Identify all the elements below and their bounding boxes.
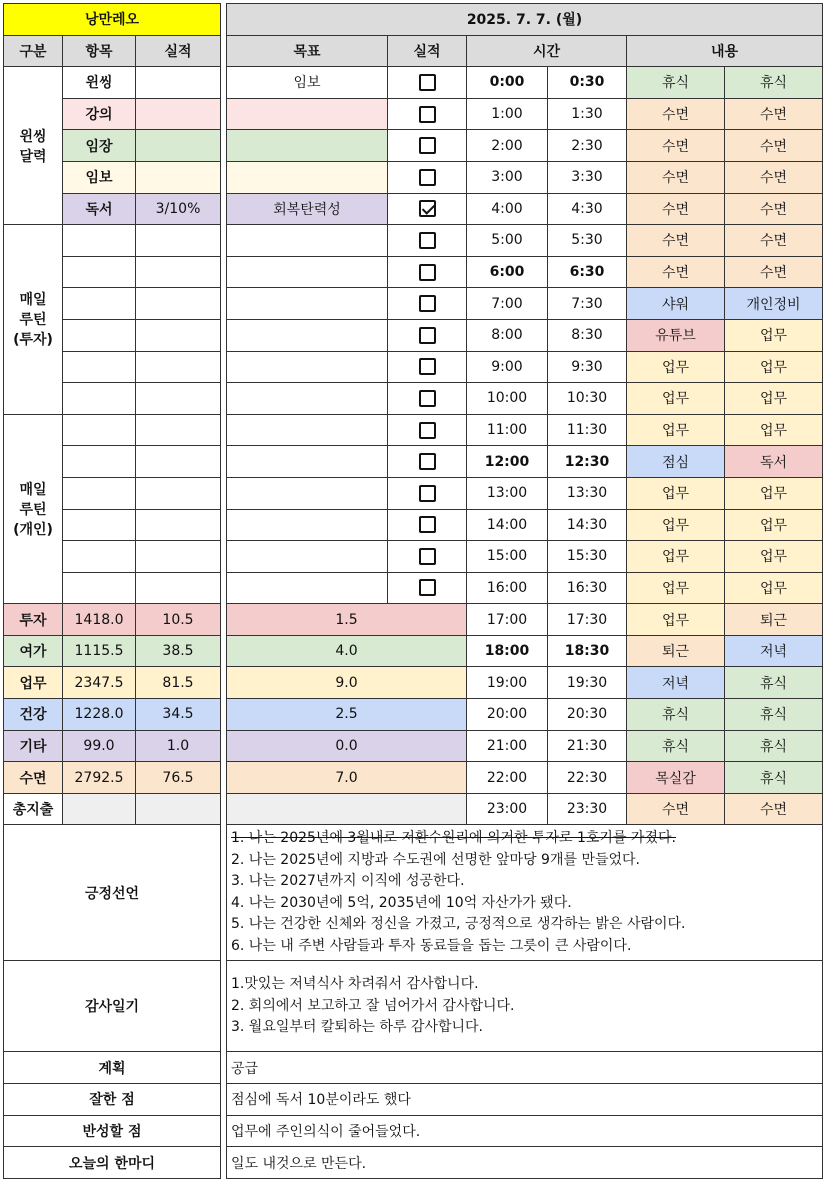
summary-label: 업무: [4, 667, 63, 699]
date-cell: 2025. 7. 7. (월): [227, 4, 823, 36]
affirmation-line: 1. 나는 2025년에 3월내로 저환수원리에 의거한 투자로 1호기를 가졌다.: [231, 830, 676, 847]
time-start: 5:00: [467, 225, 548, 257]
routine-result[interactable]: [136, 256, 221, 288]
winning-item-result[interactable]: [136, 130, 221, 162]
checkbox-icon[interactable]: [419, 74, 436, 91]
winning-item-goal[interactable]: [227, 98, 388, 130]
time-start: 17:00: [467, 604, 548, 636]
time-end: 2:30: [548, 130, 627, 162]
routine-result[interactable]: [136, 541, 221, 573]
routine-goal[interactable]: [227, 572, 388, 604]
routine-goal[interactable]: [227, 446, 388, 478]
time-start: 16:00: [467, 572, 548, 604]
summary-goal[interactable]: 9.0: [227, 667, 467, 699]
result-checkbox-cell[interactable]: [388, 319, 467, 351]
routine-result[interactable]: [136, 225, 221, 257]
reflect-value[interactable]: 업무에 주인의식이 줄어들었다.: [227, 1115, 823, 1147]
summary-goal[interactable]: 7.0: [227, 762, 467, 794]
summary-total: 1228.0: [63, 699, 136, 731]
activity-cell[interactable]: 퇴근: [627, 635, 725, 667]
activity-cell[interactable]: 휴식: [725, 667, 823, 699]
checkbox-icon[interactable]: [419, 390, 436, 407]
time-end: 4:30: [548, 193, 627, 225]
summary-result: 10.5: [136, 604, 221, 636]
routine-result[interactable]: [136, 414, 221, 446]
time-end: 5:30: [548, 225, 627, 257]
time-start: 21:00: [467, 730, 548, 762]
result-checkbox-cell[interactable]: [388, 193, 467, 225]
time-start: 1:00: [467, 98, 548, 130]
reflect-label: 반성할 점: [4, 1115, 221, 1147]
header-content: 내용: [627, 35, 823, 67]
checkbox-icon[interactable]: [419, 579, 436, 596]
summary-label: 건강: [4, 699, 63, 731]
summary-total: 1418.0: [63, 604, 136, 636]
time-end: 11:30: [548, 414, 627, 446]
routine-result[interactable]: [136, 509, 221, 541]
summary-goal[interactable]: 1.5: [227, 604, 467, 636]
affirmation-line: 2. 나는 2025년에 지방과 수도권에 선명한 앞마당 9개를 만들었다.: [231, 851, 640, 868]
section-winning: 윈씽 달력: [4, 67, 63, 225]
activity-cell[interactable]: 수면: [627, 793, 725, 825]
routine-goal[interactable]: [227, 477, 388, 509]
activity-cell[interactable]: 휴식: [725, 67, 823, 99]
winning-item-result[interactable]: [136, 98, 221, 130]
checkbox-icon[interactable]: [419, 169, 436, 186]
time-end: 16:30: [548, 572, 627, 604]
activity-cell[interactable]: 업무: [725, 319, 823, 351]
total-goal: [227, 793, 467, 825]
time-start: 6:00: [467, 256, 548, 288]
activity-cell[interactable]: 수면: [725, 225, 823, 257]
header-time: 시간: [467, 35, 627, 67]
summary-total: 99.0: [63, 730, 136, 762]
summary-goal[interactable]: 2.5: [227, 699, 467, 731]
time-end: 17:30: [548, 604, 627, 636]
activity-cell[interactable]: 수면: [627, 130, 725, 162]
time-start: 15:00: [467, 541, 548, 573]
result-checkbox-cell[interactable]: [388, 351, 467, 383]
routine-result[interactable]: [136, 351, 221, 383]
total-value: [63, 793, 136, 825]
activity-cell[interactable]: 유튜브: [627, 319, 725, 351]
activity-cell[interactable]: 수면: [627, 256, 725, 288]
time-start: 12:00: [467, 446, 548, 478]
routine-result[interactable]: [136, 383, 221, 415]
routine-goal[interactable]: [227, 351, 388, 383]
activity-cell[interactable]: 저녁: [627, 667, 725, 699]
routine-result[interactable]: [136, 572, 221, 604]
winning-item-label: 윈씽: [63, 67, 136, 99]
winning-item-label: 임장: [63, 130, 136, 162]
time-end: 12:30: [548, 446, 627, 478]
winning-item-result[interactable]: 3/10%: [136, 193, 221, 225]
checkbox-icon[interactable]: [419, 200, 436, 217]
winning-item-label: 임보: [63, 161, 136, 193]
activity-cell[interactable]: 저녁: [725, 635, 823, 667]
routine-item[interactable]: [63, 351, 136, 383]
checkbox-icon[interactable]: [419, 295, 436, 312]
section-routine-invest: 매일 루틴 (투자): [4, 225, 63, 415]
time-end: 20:30: [548, 699, 627, 731]
checkbox-icon[interactable]: [419, 358, 436, 375]
routine-result[interactable]: [136, 446, 221, 478]
total-label: 총지출: [4, 793, 63, 825]
summary-total: 2347.5: [63, 667, 136, 699]
checkbox-icon[interactable]: [419, 422, 436, 439]
activity-cell[interactable]: 업무: [627, 572, 725, 604]
result-checkbox-cell[interactable]: [388, 130, 467, 162]
routine-goal[interactable]: [227, 256, 388, 288]
total-result: [136, 793, 221, 825]
summary-total: 2792.5: [63, 762, 136, 794]
activity-cell[interactable]: 수면: [725, 793, 823, 825]
checkbox-icon[interactable]: [419, 232, 436, 249]
routine-goal[interactable]: [227, 225, 388, 257]
result-checkbox-cell[interactable]: [388, 225, 467, 257]
routine-item[interactable]: [63, 414, 136, 446]
good-label: 잘한 점: [4, 1084, 221, 1116]
summary-goal[interactable]: 0.0: [227, 730, 467, 762]
plan-value[interactable]: 공급: [227, 1052, 823, 1084]
routine-item[interactable]: [63, 256, 136, 288]
time-start: 22:00: [467, 762, 548, 794]
summary-result: 1.0: [136, 730, 221, 762]
affirmation-line: 4. 나는 2030년에 5억, 2035년에 10억 자산가가 됐다.: [231, 894, 572, 911]
time-end: 8:30: [548, 319, 627, 351]
summary-label: 수면: [4, 762, 63, 794]
activity-cell[interactable]: 개인정비: [725, 288, 823, 320]
activity-cell[interactable]: 수면: [627, 193, 725, 225]
summary-goal[interactable]: 4.0: [227, 635, 467, 667]
time-start: 13:00: [467, 477, 548, 509]
time-start: 14:00: [467, 509, 548, 541]
winning-item-label: 독서: [63, 193, 136, 225]
gratitude-line: 1.맛있는 저녁식사 차려줘서 감사합니다.: [231, 976, 479, 993]
summary-result: 76.5: [136, 762, 221, 794]
activity-cell[interactable]: 업무: [627, 351, 725, 383]
activity-cell[interactable]: 휴식: [627, 67, 725, 99]
result-checkbox-cell[interactable]: [388, 288, 467, 320]
time-end: 18:30: [548, 635, 627, 667]
time-start: 0:00: [467, 67, 548, 99]
activity-cell[interactable]: 업무: [627, 604, 725, 636]
time-end: 23:30: [548, 793, 627, 825]
time-end: 1:30: [548, 98, 627, 130]
result-checkbox-cell[interactable]: [388, 256, 467, 288]
activity-cell[interactable]: 업무: [627, 477, 725, 509]
activity-cell[interactable]: 수면: [627, 161, 725, 193]
routine-goal[interactable]: [227, 319, 388, 351]
activity-cell[interactable]: 휴식: [725, 699, 823, 731]
gratitude-label: 감사일기: [4, 961, 221, 1052]
time-start: 18:00: [467, 635, 548, 667]
affirmation-content[interactable]: [227, 825, 823, 961]
time-end: 22:30: [548, 762, 627, 794]
routine-goal[interactable]: [227, 541, 388, 573]
activity-cell[interactable]: 수면: [725, 256, 823, 288]
checkbox-icon[interactable]: [419, 453, 436, 470]
result-checkbox-cell[interactable]: [388, 477, 467, 509]
summary-result: 34.5: [136, 699, 221, 731]
activity-cell[interactable]: 업무: [725, 383, 823, 415]
activity-cell[interactable]: 업무: [725, 351, 823, 383]
gratitude-line: 2. 회의에서 보고하고 잘 넘어가서 감사합니다.: [231, 997, 515, 1014]
activity-cell[interactable]: 독서: [725, 446, 823, 478]
affirmation-line: 6. 나는 내 주변 사람들과 투자 동료들을 돕는 그릇이 큰 사람이다.: [231, 937, 632, 954]
activity-cell[interactable]: 업무: [725, 477, 823, 509]
section-routine-personal: 매일 루틴 (개인): [4, 414, 63, 604]
activity-cell[interactable]: 업무: [725, 572, 823, 604]
routine-goal[interactable]: [227, 509, 388, 541]
result-checkbox-cell[interactable]: [388, 161, 467, 193]
time-end: 15:30: [548, 541, 627, 573]
header-item: 항목: [63, 35, 136, 67]
routine-goal[interactable]: [227, 383, 388, 415]
activity-cell[interactable]: 업무: [627, 383, 725, 415]
result-checkbox-cell[interactable]: [388, 509, 467, 541]
header-category: 구분: [4, 35, 63, 67]
activity-cell[interactable]: 수면: [725, 130, 823, 162]
time-start: 23:00: [467, 793, 548, 825]
activity-cell[interactable]: 휴식: [725, 762, 823, 794]
checkbox-icon[interactable]: [419, 516, 436, 533]
title-cell: 낭만레오: [4, 4, 221, 36]
activity-cell[interactable]: 업무: [725, 414, 823, 446]
time-start: 3:00: [467, 161, 548, 193]
time-start: 9:00: [467, 351, 548, 383]
checkbox-icon[interactable]: [419, 327, 436, 344]
activity-cell[interactable]: 퇴근: [725, 604, 823, 636]
activity-cell[interactable]: 수면: [725, 193, 823, 225]
winning-item-label: 강의: [63, 98, 136, 130]
routine-result[interactable]: [136, 288, 221, 320]
routine-item[interactable]: [63, 225, 136, 257]
routine-goal[interactable]: [227, 288, 388, 320]
gratitude-content[interactable]: [227, 961, 823, 1052]
activity-cell[interactable]: 휴식: [627, 699, 725, 731]
activity-cell[interactable]: 수면: [725, 98, 823, 130]
activity-cell[interactable]: 업무: [627, 509, 725, 541]
result-checkbox-cell[interactable]: [388, 383, 467, 415]
checkbox-icon[interactable]: [419, 106, 436, 123]
time-end: 10:30: [548, 383, 627, 415]
activity-cell[interactable]: 업무: [627, 541, 725, 573]
activity-cell[interactable]: 휴식: [725, 730, 823, 762]
routine-item[interactable]: [63, 572, 136, 604]
activity-cell[interactable]: 업무: [725, 541, 823, 573]
time-end: 14:30: [548, 509, 627, 541]
result-checkbox-cell[interactable]: [388, 541, 467, 573]
winning-item-result[interactable]: [136, 161, 221, 193]
time-end: 19:30: [548, 667, 627, 699]
result-checkbox-cell[interactable]: [388, 67, 467, 99]
header-result-small: 실적: [136, 35, 221, 67]
routine-result[interactable]: [136, 319, 221, 351]
summary-label: 여가: [4, 635, 63, 667]
time-start: 4:00: [467, 193, 548, 225]
planner-table: [3, 3, 823, 1179]
time-end: 13:30: [548, 477, 627, 509]
affirmation-line: 3. 나는 2027년까지 이직에 성공한다.: [231, 873, 465, 890]
routine-item[interactable]: [63, 541, 136, 573]
winning-item-goal[interactable]: [227, 161, 388, 193]
checkbox-icon[interactable]: [419, 137, 436, 154]
routine-result[interactable]: [136, 477, 221, 509]
winning-item-result[interactable]: [136, 67, 221, 99]
summary-label: 기타: [4, 730, 63, 762]
time-end: 3:30: [548, 161, 627, 193]
winning-item-goal[interactable]: 임보: [227, 67, 388, 99]
planner-sheet: [3, 3, 823, 1179]
time-end: 0:30: [548, 67, 627, 99]
routine-item[interactable]: [63, 509, 136, 541]
summary-result: 38.5: [136, 635, 221, 667]
checkbox-icon[interactable]: [419, 264, 436, 281]
activity-cell[interactable]: 업무: [725, 509, 823, 541]
time-start: 7:00: [467, 288, 548, 320]
time-start: 10:00: [467, 383, 548, 415]
activity-cell[interactable]: 수면: [725, 161, 823, 193]
activity-cell[interactable]: 수면: [627, 98, 725, 130]
time-end: 7:30: [548, 288, 627, 320]
summary-label: 투자: [4, 604, 63, 636]
activity-cell[interactable]: 점심: [627, 446, 725, 478]
winning-item-goal[interactable]: [227, 130, 388, 162]
word-value[interactable]: 일도 내것으로 만든다.: [227, 1147, 823, 1179]
time-end: 6:30: [548, 256, 627, 288]
gratitude-line: 3. 월요일부터 칼퇴하는 하루 감사합니다.: [231, 1019, 483, 1036]
summary-total: 1115.5: [63, 635, 136, 667]
routine-item[interactable]: [63, 446, 136, 478]
summary-result: 81.5: [136, 667, 221, 699]
routine-goal[interactable]: [227, 414, 388, 446]
routine-item[interactable]: [63, 288, 136, 320]
activity-cell[interactable]: 수면: [627, 225, 725, 257]
word-label: 오늘의 한마디: [4, 1147, 221, 1179]
checkbox-icon[interactable]: [419, 485, 436, 502]
result-checkbox-cell[interactable]: [388, 446, 467, 478]
time-start: 19:00: [467, 667, 548, 699]
time-start: 20:00: [467, 699, 548, 731]
routine-item[interactable]: [63, 477, 136, 509]
activity-cell[interactable]: 목실감: [627, 762, 725, 794]
routine-item[interactable]: [63, 319, 136, 351]
plan-label: 계획: [4, 1052, 221, 1084]
winning-item-goal[interactable]: 회복탄력성: [227, 193, 388, 225]
header-result: 실적: [388, 35, 467, 67]
result-checkbox-cell[interactable]: [388, 98, 467, 130]
activity-cell[interactable]: 휴식: [627, 730, 725, 762]
routine-item[interactable]: [63, 383, 136, 415]
time-end: 21:30: [548, 730, 627, 762]
header-goal: 목표: [227, 35, 388, 67]
time-start: 11:00: [467, 414, 548, 446]
activity-cell[interactable]: 샤워: [627, 288, 725, 320]
result-checkbox-cell[interactable]: [388, 572, 467, 604]
time-start: 2:00: [467, 130, 548, 162]
good-value[interactable]: 점심에 독서 10분이라도 했다: [227, 1084, 823, 1116]
affirmation-line: 5. 나는 건강한 신체와 정신을 가졌고, 긍정적으로 생각하는 밝은 사람이다.: [231, 916, 686, 933]
time-start: 8:00: [467, 319, 548, 351]
time-end: 9:30: [548, 351, 627, 383]
activity-cell[interactable]: 업무: [627, 414, 725, 446]
result-checkbox-cell[interactable]: [388, 414, 467, 446]
checkbox-icon[interactable]: [419, 548, 436, 565]
affirmation-label: 긍정선언: [4, 825, 221, 961]
